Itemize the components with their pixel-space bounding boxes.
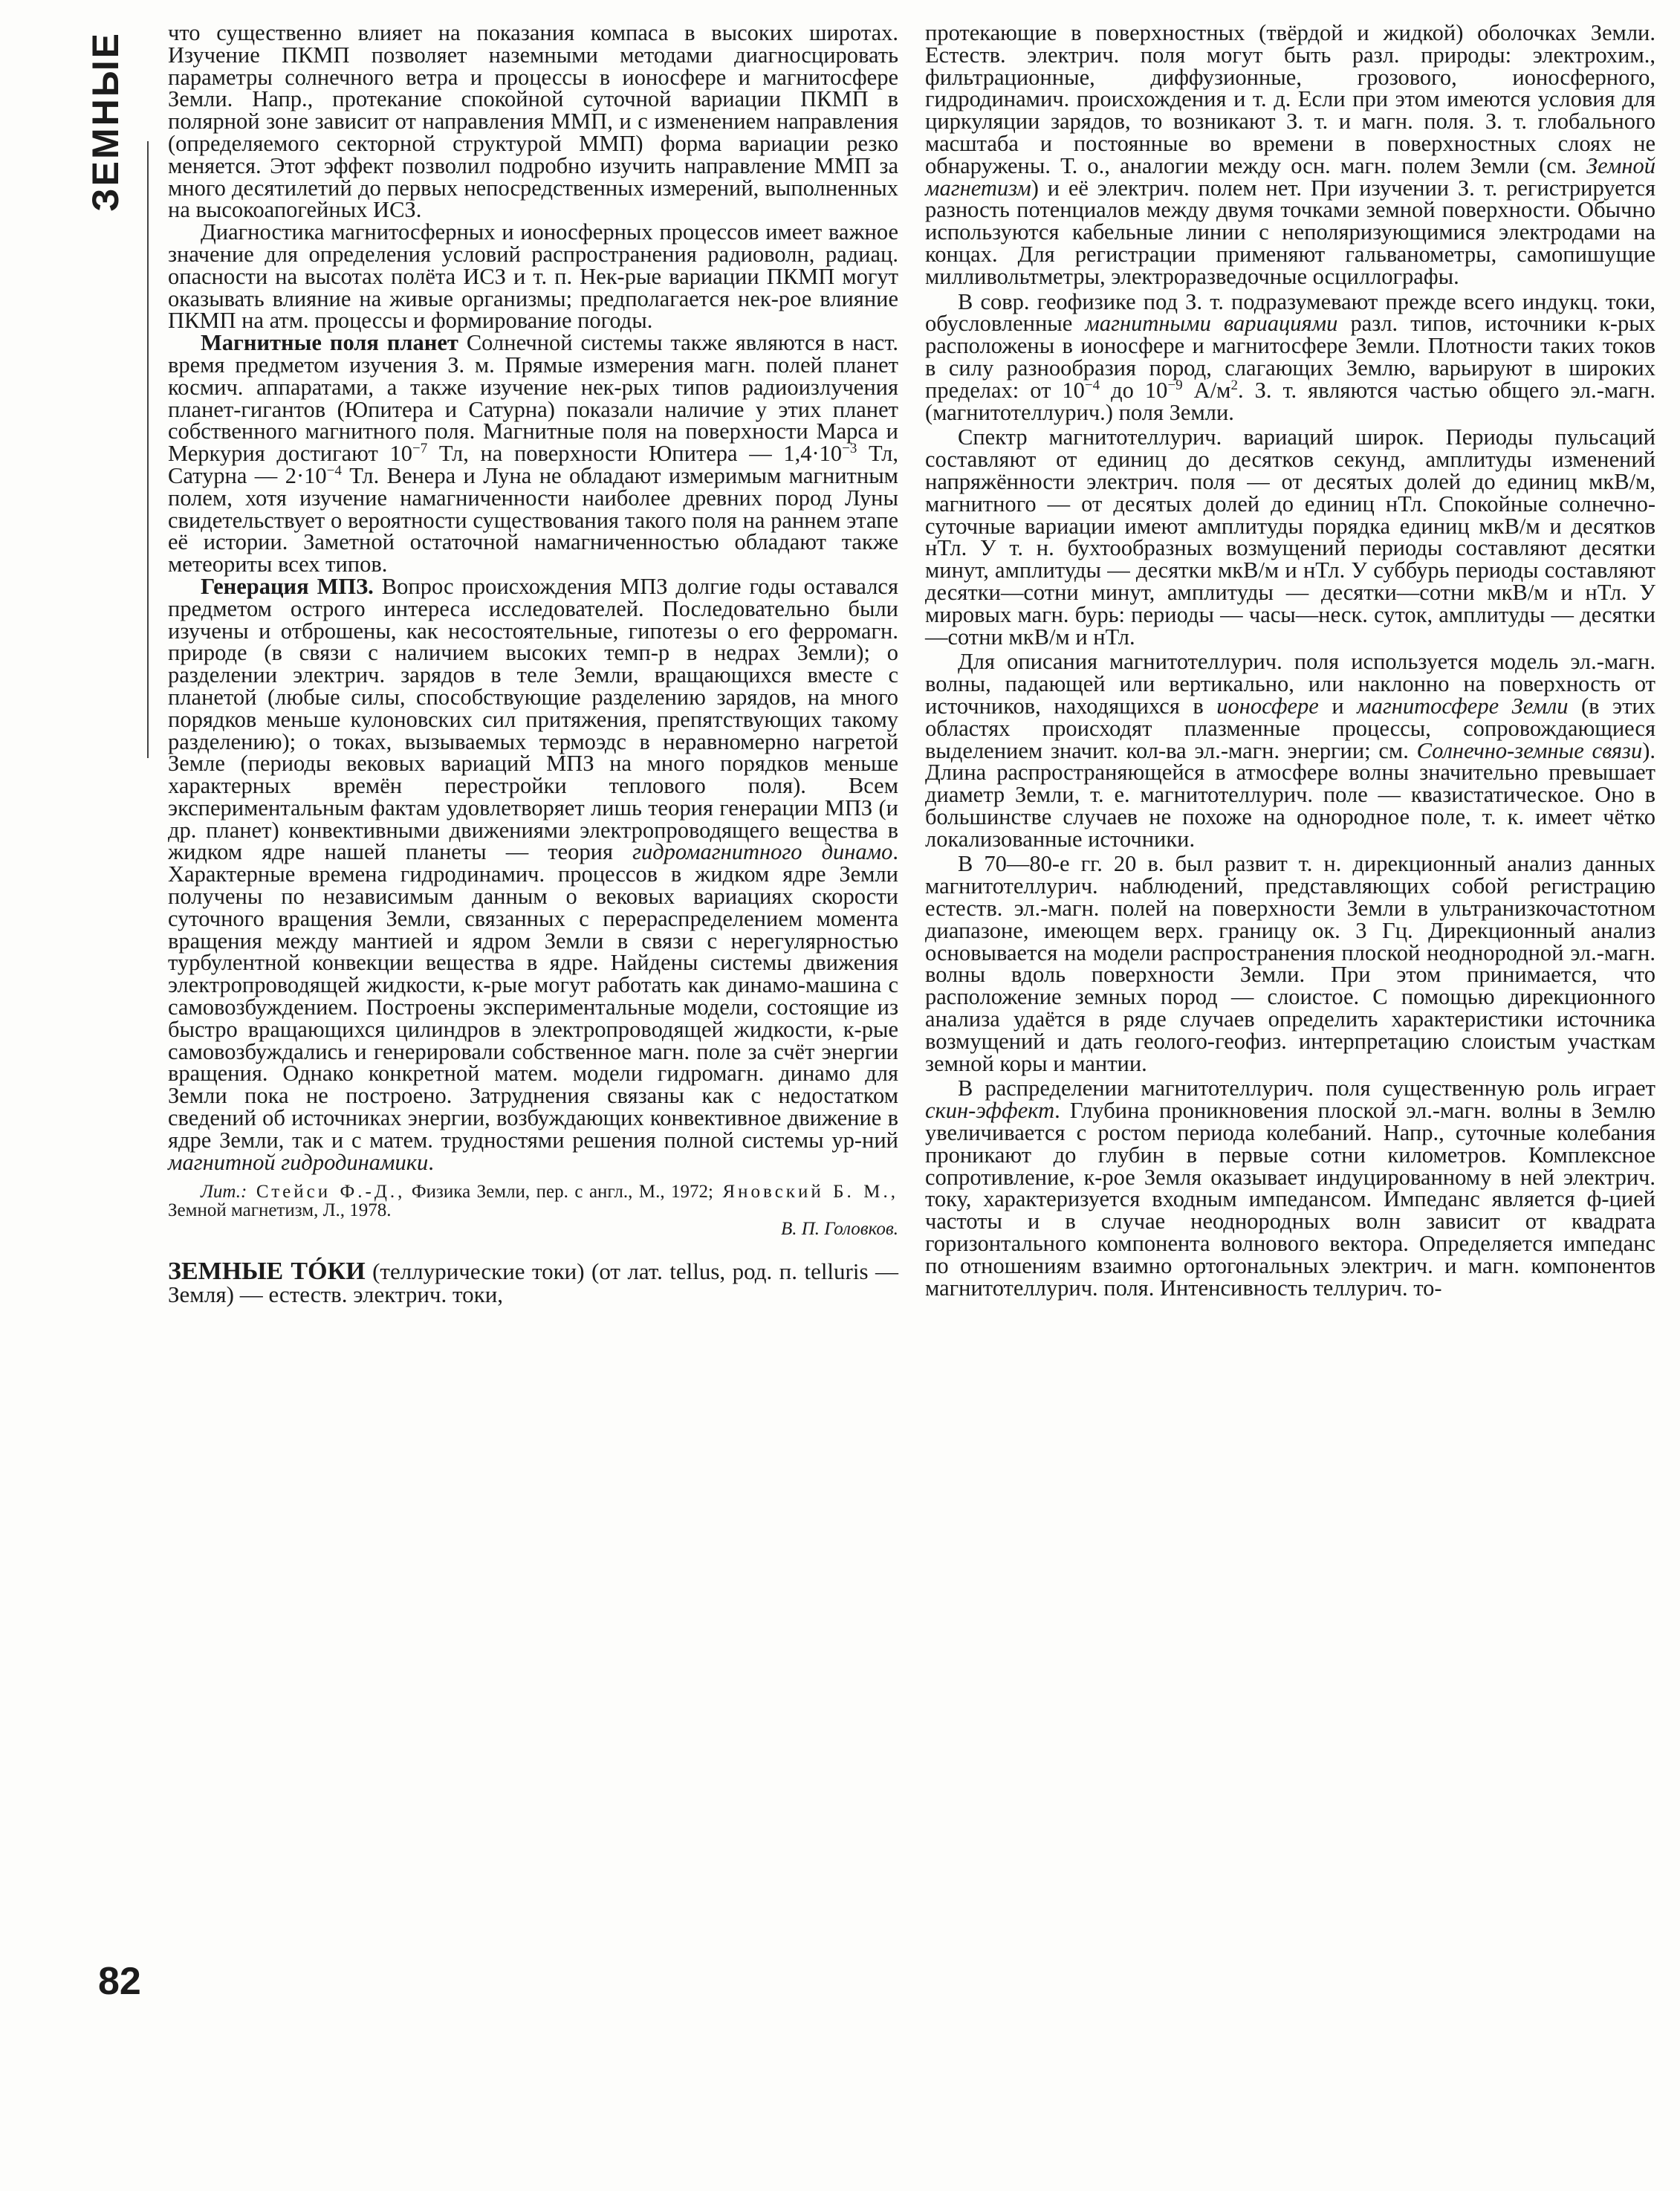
paragraph: Спектр магнитотеллурич. вариаций широк. Периоды пульсаций составляют от единиц до десятков секунд, амплитуды изменений напряжённости электрич. поля — от десятых долей до единиц мкВ/м, магнитного — от десятых долей до единиц нТл. Спокойные солнечно-суточные вариации имеют амплитуды порядка единиц мкВ/м и десятков нТл. У т. н. бухтообразных возмущений периоды составляют десятки минут, амплитуды — десятки мкВ/м и нТл. У суббурь периоды составляют десятки—сотни минут, амплитуды — десятки—сотни мкВ/м и нТл. У мировых магн. бурь: периоды — часы—неск. суток, амплитуды — десятки—сотни мкВ/м и нТл. [925,424,1655,650]
paragraph: протекающие в поверхностных (твёрдой и жидкой) оболочках Земли. Естеств. электрич. поля могут быть разл. природы: электрохим., фильтрационные, диффузионные, грозового, ионосферного, гидродинамич. происхождения и т. д. Если при этом имеются условия для циркуляции зарядов, то возникают З. т. и магн. поля. З. т. глобального масштаба и постоянные во времени в поверхностных слоях не обнаружены. Т. о., аналогии между осн. магн. полем Земли (см. Земной магнетизм) и её электрич. полем нет. При изучении З. т. регистрируется разность потенциалов между двумя точками земной поверхности. Обычно используются кабельные линии с неполяризующимися электродами на концах. Для регистрации применяют гальванометры, самопишущие милливольтметры, электроразведочные осциллографы. [925,20,1655,289]
cross-reference: Солнечно-земные связи [1416,737,1643,763]
entry-headword: ЗЕМНЫЕ ТÓКИ [168,1258,366,1286]
paragraph-planetary-fields: Магнитные поля планет Солнечной системы также являются в наст. время предметом изучения З. м. Прямые измерения магн. полей планет космич. аппаратами, а также изучение нек-рых типов радиоизлучения планет-гигантов (Юпитера и Сатурна) показали наличие у этих планет собственного магнитного поля. Магнитные поля на поверхности Марса и Меркурия достигают $10^{-7}$ Тл, на поверхности Юпитера — $1,4\cdot 10^{-3}$ Тл, Сатурна — $2\cdot 10^{-4}$ Тл. Венера и Луна не обладают измеримым магнитным полем, хотя изучение намагниченности наиболее древних пород Луны свидетельствует о вероятности существования такого поля на раннем этапе её истории. Заметной остаточной намагниченностью обладают также метеориты всех типов. [168,330,898,577]
paragraph-generation: Генерация МПЗ. Вопрос происхождения МПЗ долгие годы оставался предметом острого интереса исследователей. Последовательно были изучены и отброшены, как несостоятельные, гипотезы о его ферромагн. природе (в связи с наличием высоких темп-р в недрах Земли); о разделении электрич. зарядов в теле Земли, вращающихся вместе с планетой (любые силы, способствующие разделению зарядов, на много порядков меньше кулоновских сил притяжения, препятствующих такому разделению); о токах, вызываемых термоэдс в неравномерно нагретой Земле (периоды вековых вариаций МПЗ на много порядков меньше характерных времён перестройки теплового поля). Всем экспериментальным фактам удовлетворяет лишь теория генерации МПЗ (и др. планет) конвективными движениями электропроводящего вещества в жидком ядре нашей планеты — теория гидромагнитного динамо. Характерные времена гидродинамич. процессов в жидком ядре Земли получены по независимым данным о вековых вариациях скорости суточного вращения Земли, связанных с перераспределением момента вращения между мантией и ядром Земли в связи с нерегулярностью турбулентной конвекции вещества в ядре. Найдены системы движения электропроводящей жидкости, к-рые могут работать как динамо-машина с самовозбуждением. Построены экспериментальные модели, состоящие из быстро вращающихся цилиндров в электропроводящей жидкости, к-рые самовозбуждались и генерировали собственное магн. поле за счёт энергии вращения. Однако конкретной матем. модели гидромагн. динамо для Земли пока не построено. Затруднения связаны как с недостатком сведений об источниках энергии, возбуждающих конвективное движение в ядре Земли, так и с матем. трудностями решения полной системы ур-ний магнитной гидродинамики. [168,573,898,1175]
cross-reference: скин-эффект [925,1098,1055,1124]
author-signature: В. П. Головков. [780,1219,898,1240]
paragraph: Для описания магнитотеллурич. поля используется модель эл.-магн. волны, падающей или вертикально, или наклонно на поверхность от источников, находящихся в ионосфере и магнитосфере Земли (в этих областях происходят плазменные процессы, сопровождающиеся выделением значит. кол-ва эл.-магн. энергии; см. Солнечно-земные связи). Длина распространяющейся в атмосфере волны значительно превышает диаметр Земли, т. е. магнитотеллурич. поле — квазистатическое. Оно в большинстве случаев не похоже на однородное поле, т. к. имеет чётко локализованные источники. [925,649,1655,852]
page-number: 82 [98,1960,141,2003]
cross-reference: магнитосфере Земли [1357,693,1569,719]
paragraph: Диагностика магнитосферных и ионосферных процессов имеет важное значение для определения условий распространения радиоволн, радиац. опасности на высотах полёта ИСЗ и т. п. Нек-рые вариации ПКМП могут оказывать влияние на живые организмы; предполагается нек-рое влияние ПКМП на атм. процессы и формирование погоды. [168,219,898,334]
cross-reference: магнитной гидродинамики [168,1149,429,1175]
paragraph: В распределении магнитотеллурич. поля существенную роль играет скин-эффект. Глубина проникновения плоской эл.-магн. волны в Землю увеличивается с ростом периода колебаний. Напр., суточные колебания проникают до глубин в первые сотни километров. Комплексное сопротивление, к-рое Земля оказывает индуцированному в ней электрич. току, характеризуется входным импедансом. Импеданс является ф-цией частоты и в случае неоднородных волн зависит от квадрата горизонтального компонента волнового вектора. Определяется импеданс по отношениям взаимно ортогональных электрич. и магн. компонентов магнитотеллурич. поля. Интенсивность теллурич. то- [925,1075,1655,1301]
section-running-head: ЗЕМНЫЕ [85,31,126,212]
margin-rule [147,141,149,758]
paragraph: В совр. геофизике под З. т. подразумевают прежде всего индукц. токи, обусловленные магнитными вариациями разл. типов, источники к-рых расположены в ионосфере и магнитосфере Земли. Плотности таких токов в силу разнообразия пород, слагающих Землю, варьируют в широких пределах: от $10^{-4}$ до $10^{-9}$ $А/м^2$. З. т. являются частью общего эл.-магн. (магнитотеллурич.) поля Земли. [925,288,1655,425]
paragraph: В 70—80-е гг. 20 в. был развит т. н. дирекционный анализ данных магнитотеллурич. наблюдений, представляющих собой регистрацию естеств. эл.-магн. полей на поверхности Земли в ультранизкочастотном диапазоне, имеющем верх. границу ок. 3 Гц. Дирекционный анализ основывается на модели распространения плоской неоднородной эл.-магн. волны вдоль поверхности Земли. При этом принимается, что расположение земных пород — слоистое. С помощью дирекционного анализа удаётся в ряде случаев определить характеристики источника возмущений и дать геолого-геофиз. интерпретацию слоистым участкам земной коры и мантии. [925,851,1655,1076]
cross-reference: гидромагнитного динамо [632,839,893,865]
paragraph: что существенно влияет на показания компаса в высоких широтах. Изучение ПКМП позволяет наземными методами диагносцировать параметры солнечного ветра и процессы в ионосфере и магнитосфере Земли. Напр., протекание спокойной суточной вариации ПКМП в полярной зоне зависит от направления ММП, и с изменением направления (определяемого секторной структурой ММП) форма вариации резко меняется. Этот эффект позволил подробно изучить направление ММП за много десятилетий до первых непосредственных измерений, выполненных на высокоапогейных ИСЗ. [168,20,898,223]
subsection-heading: Генерация МПЗ. [201,573,374,599]
entry-zemnye-toki: ЗЕМНЫЕ ТÓКИ (теллурические токи) (от лат. tellus, род. п. telluris — Земля) — естеств. электрич. токи, [168,1258,898,1308]
right-column [925,22,1655,1299]
subsection-heading: Магнитные поля планет [201,330,458,356]
cross-reference: магнитными вариациями [1085,311,1338,337]
literature-references: Лит.: Стейси Ф.-Д., Физика Земли, пер. с англ., М., 1972; Яновский Б. М., Земной магнетизм, Л., 1978. [168,1182,898,1221]
cross-reference: ионосфере [1216,693,1319,719]
cross-reference: Земной магнетизм [925,152,1655,201]
left-column [168,22,898,1306]
